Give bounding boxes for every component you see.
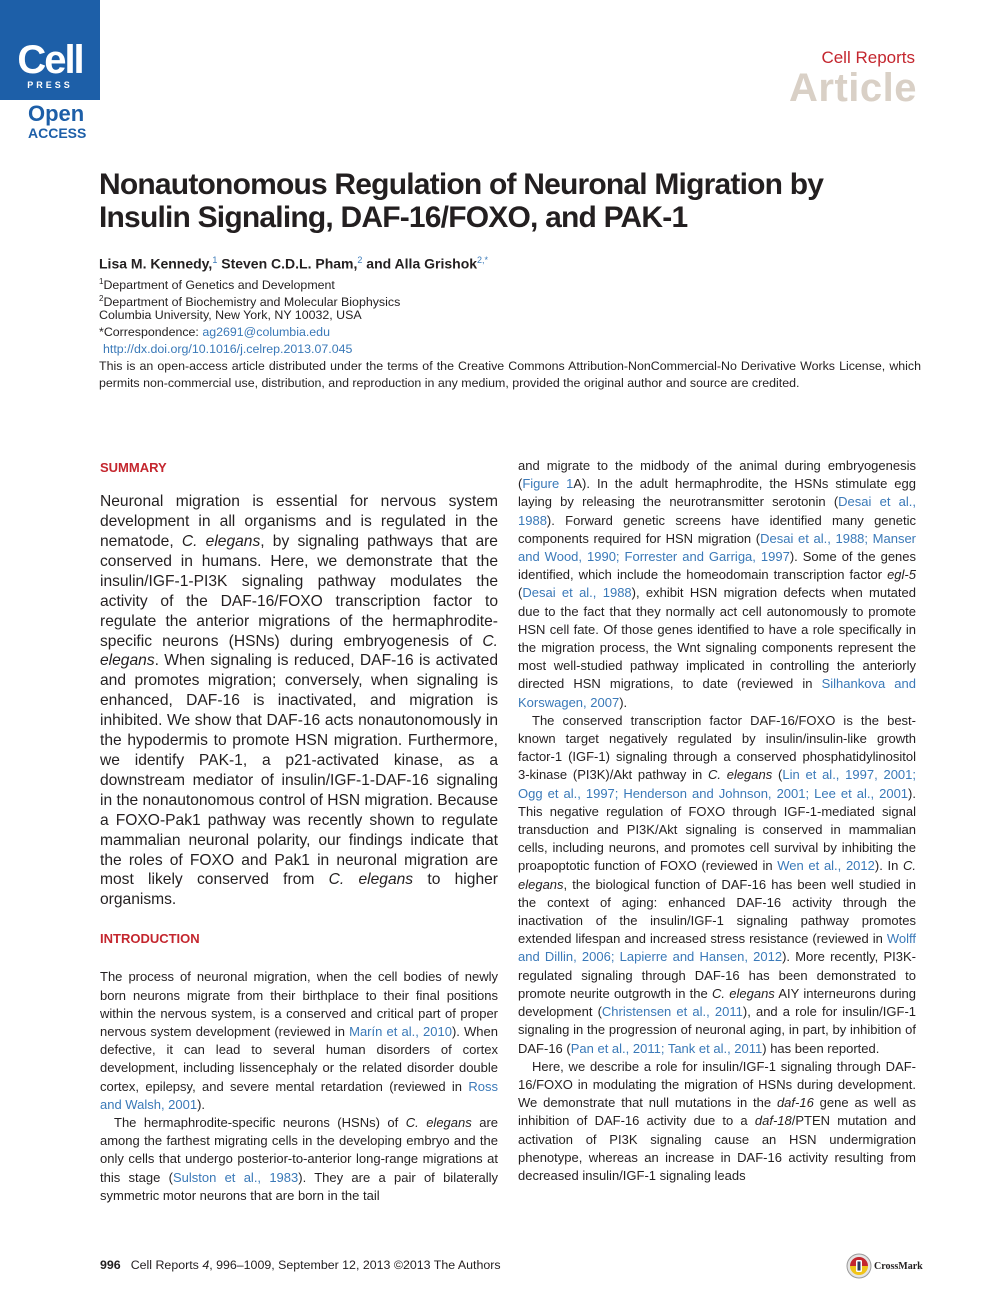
author-list	[99, 255, 488, 272]
page-footer: 996 Cell Reports 4, 996–1009, September 12, 2013 ©2013 The Authors	[100, 1258, 501, 1272]
page-number: 996	[100, 1258, 121, 1272]
introduction-heading: INTRODUCTION	[100, 931, 200, 947]
affiliation-1: $^1$Department of Genetics and Development	[99, 277, 335, 293]
citation-link[interactable]: Desai et al., 1988; Manser and Wood, 1990; Forrester and Garriga, 1997	[518, 530, 916, 565]
citation-link[interactable]: Silhankova and Korswagen, 2007	[518, 676, 916, 710]
crossmark-label: CrossMark	[874, 1260, 923, 1272]
citation-link[interactable]: Christensen et al., 2011	[601, 1004, 743, 1020]
journal-name: Cell Reports	[821, 48, 915, 67]
author-name: Steven C.D.L. Pham,	[221, 255, 358, 272]
citation-link[interactable]: Wen et al., 2012	[777, 858, 875, 874]
summary-text: Neuronal migration is essential for nervous system development in all organisms and is regulated in the nematode, C. elegans, by signaling pathways that are conserved in humans. Here, we demonstrate that the insulin/IGF-1-PI3K signaling pathway modulates the activity of the DAF-16/FOXO transcription factor to regulate the anterior migrations of the hermaphrodite-specific neurons (HSNs) during embryogenesis of C. elegans. When signaling is reduced, DAF-16 is activated and promotes migration; conversely, when signaling is enhanced, DAF-16 is inactivated, and migration is inhibited. We show that DAF-16 acts nonautonomously in the hypodermis to promote HSN migration. Furthermore, we identify PAK-1, a p21-activated kinase, as a downstream mediator of insulin/IGF-1-DAF-16 signaling in the nonautonomous control of HSN migration. Because a FOXO-Pak1 pathway was recently shown to regulate mammalian neuronal polarity, our findings indicate that the roles of FOXO and Pak1 in neuronal migration are most likely conserved from C. elegans to higher organisms.	[100, 493, 498, 909]
citation-link[interactable]: Sulston et al., 1983	[172, 1169, 299, 1185]
author-name: Lisa M. Kennedy,	[99, 255, 213, 272]
doi-link[interactable]: http://dx.doi.org/10.1016/j.celrep.2013.07.045	[103, 342, 353, 356]
doi-line	[103, 341, 352, 358]
access-text: ACCESS	[28, 125, 87, 141]
figure-link[interactable]: Figure 1	[522, 476, 574, 492]
license-statement: This is an open-access article distributed under the terms of the Creative Commons Attribution-NonCommercial-No Derivative Works License, which permits non-commercial use, distribution, and reproduction in any medium, provided the original author and source are credited.	[99, 359, 921, 390]
cell-press-logo[interactable]	[0, 0, 100, 100]
article-title: Nonautonomous Regulation of Neuronal Migration by Insulin Signaling, DAF-16/FOXO, and PAK-1	[99, 168, 824, 234]
affiliation-2: $^2$Department of Biochemistry and Molecular Biophysics	[99, 294, 401, 310]
crossmark-icon	[846, 1253, 872, 1279]
logo-press-text: PRESS	[27, 80, 73, 90]
citation-link[interactable]: Ross and Walsh, 2001	[100, 1078, 498, 1112]
intro-paragraph-2: The hermaphrodite-specific neurons (HSNs) of C. elegans are among the farthest migrating cells in the developing embryo and the only cells that undergo posterior-to-anterior long-range migrations at this stage (Sulston et al., 1983). They are a pair of bilaterally symmetric motor neurons that are born in the tail	[100, 1115, 498, 1203]
author-name: and Alla Grishok	[366, 255, 478, 272]
intro-paragraph-1: The process of neuronal migration, when the cell bodies of newly born neurons migrate from their birthplace to their final positions within the nervous system, is a conserved and critical part of proper nervous system development (reviewed in Marín et al., 2010). When defective, it can lead to several human disorders of cortex development, including lissencephaly or the related disorder double cortex, epilepsy, and severe mental retardation (reviewed in Ross and Walsh, 2001).	[100, 969, 498, 1112]
citation-link[interactable]: Pan et al., 2011; Tank et al., 2011	[570, 1040, 763, 1056]
open-text: Open	[28, 101, 85, 126]
logo-cell-text: Cell	[17, 38, 83, 82]
right-column	[518, 457, 916, 1185]
citation-link[interactable]: Lin et al., 1997, 2001; Ogg et al., 1997; Henderson and Johnson, 2001; Lee et al., 2001	[518, 767, 916, 801]
citation-link[interactable]: Wolff and Dillin, 2006; Lapierre and Hansen, 2012	[518, 931, 916, 965]
article-type-label: Article	[789, 66, 917, 110]
right-paragraph-1: and migrate to the midbody of the animal during embryogenesis (Figure 1A). In the adult hermaphrodite, the HSNs stimulate egg laying by releasing the neurotransmitter serotonin (Desai et al., 1988). Forward genetic screens have identified many genetic components required for HSN migration (Desai et al., 1988; Manser and Wood, 1990; Forrester and Garriga, 1997). Some of the genes identified, which include the homeodomain transcription factor egl-5 (Desai et al., 1988), exhibit HSN migration defects when mutated due to the fact that they normally act cell autonomously to promote HSN cell fate. Of those genes identified to have a role specifically in the migration process, the Wnt signaling components represent the most well-studied pathway implicated in controlling the anteriorly directed HSN migrations, to date (reviewed in Silhankova and Korswagen, 2007).	[518, 458, 917, 710]
crossmark-badge[interactable]	[846, 1253, 923, 1279]
author-affiliation-sup: 2	[357, 255, 363, 265]
right-paragraph-3: Here, we describe a role for insulin/IGF-1 signaling through DAF-16/FOXO in modulating the migration of HSNs during development. We demonstrate that null mutations in the daf-16 gene as well as inhibition of DAF-16 activity due to a daf-18/PTEN mutation and activation of PI3K signaling cause an HSN undermigration phenotype, whereas an increase in DAF-16 activity resulting from decreased insulin/IGF-1 signaling leads	[518, 1058, 916, 1183]
left-column	[100, 457, 498, 1205]
citation-link[interactable]: Marín et al., 2010	[349, 1024, 452, 1040]
author-affiliation-sup: 1	[212, 255, 218, 265]
citation-link[interactable]: Desai et al., 1988	[522, 585, 632, 601]
citation-link[interactable]: Desai et al., 1988	[518, 494, 916, 528]
open-access-label	[28, 103, 86, 140]
right-paragraph-2: The conserved transcription factor DAF-16/FOXO is the best-known target negatively regulated by insulin/insulin-like growth factor-1 (IGF-1) signaling through a conserved phosphatidylinositol 3-kinase (PI3K)/Akt pathway in C. elegans (Lin et al., 1997, 2001; Ogg et al., 1997; Henderson and Johnson, 2001; Lee et al., 2001). This negative regulation of FOXO through IGF-1-mediated signal transduction and PI3K/Akt signaling is conserved in mammalian cells, including neurons, and promotes cell survival by inhibiting the proapoptotic function of FOXO (reviewed in Wen et al., 2012). In C. elegans, the biological function of DAF-16 has been well studied in the context of aging: enhanced DAF-16 activity through the inactivation of the insulin/IGF-1 signaling pathway promotes extended lifespan and increased stress resistance (reviewed in Wolff and Dillin, 2006; Lapierre and Hansen, 2012). More recently, PI3K-regulated signaling through DAF-16 has been demonstrated to promote neurite outgrowth in the C. elegans AIY interneurons during development (Christensen et al., 2011), and a role for insulin/IGF-1 signaling in the progression of neuronal aging, in part, by inhibition of DAF-16 (Pan et al., 2011; Tank et al., 2011) has been reported.	[518, 712, 917, 1056]
affiliation-address: Columbia University, New York, NY 10032, USA	[99, 308, 362, 322]
author-affiliation-sup: 2,*	[477, 255, 489, 265]
correspondence-email-link[interactable]: ag2691@columbia.edu	[202, 325, 330, 339]
correspondence: *Correspondence: ag2691@columbia.edu	[99, 325, 330, 339]
summary-heading: SUMMARY	[100, 460, 167, 475]
